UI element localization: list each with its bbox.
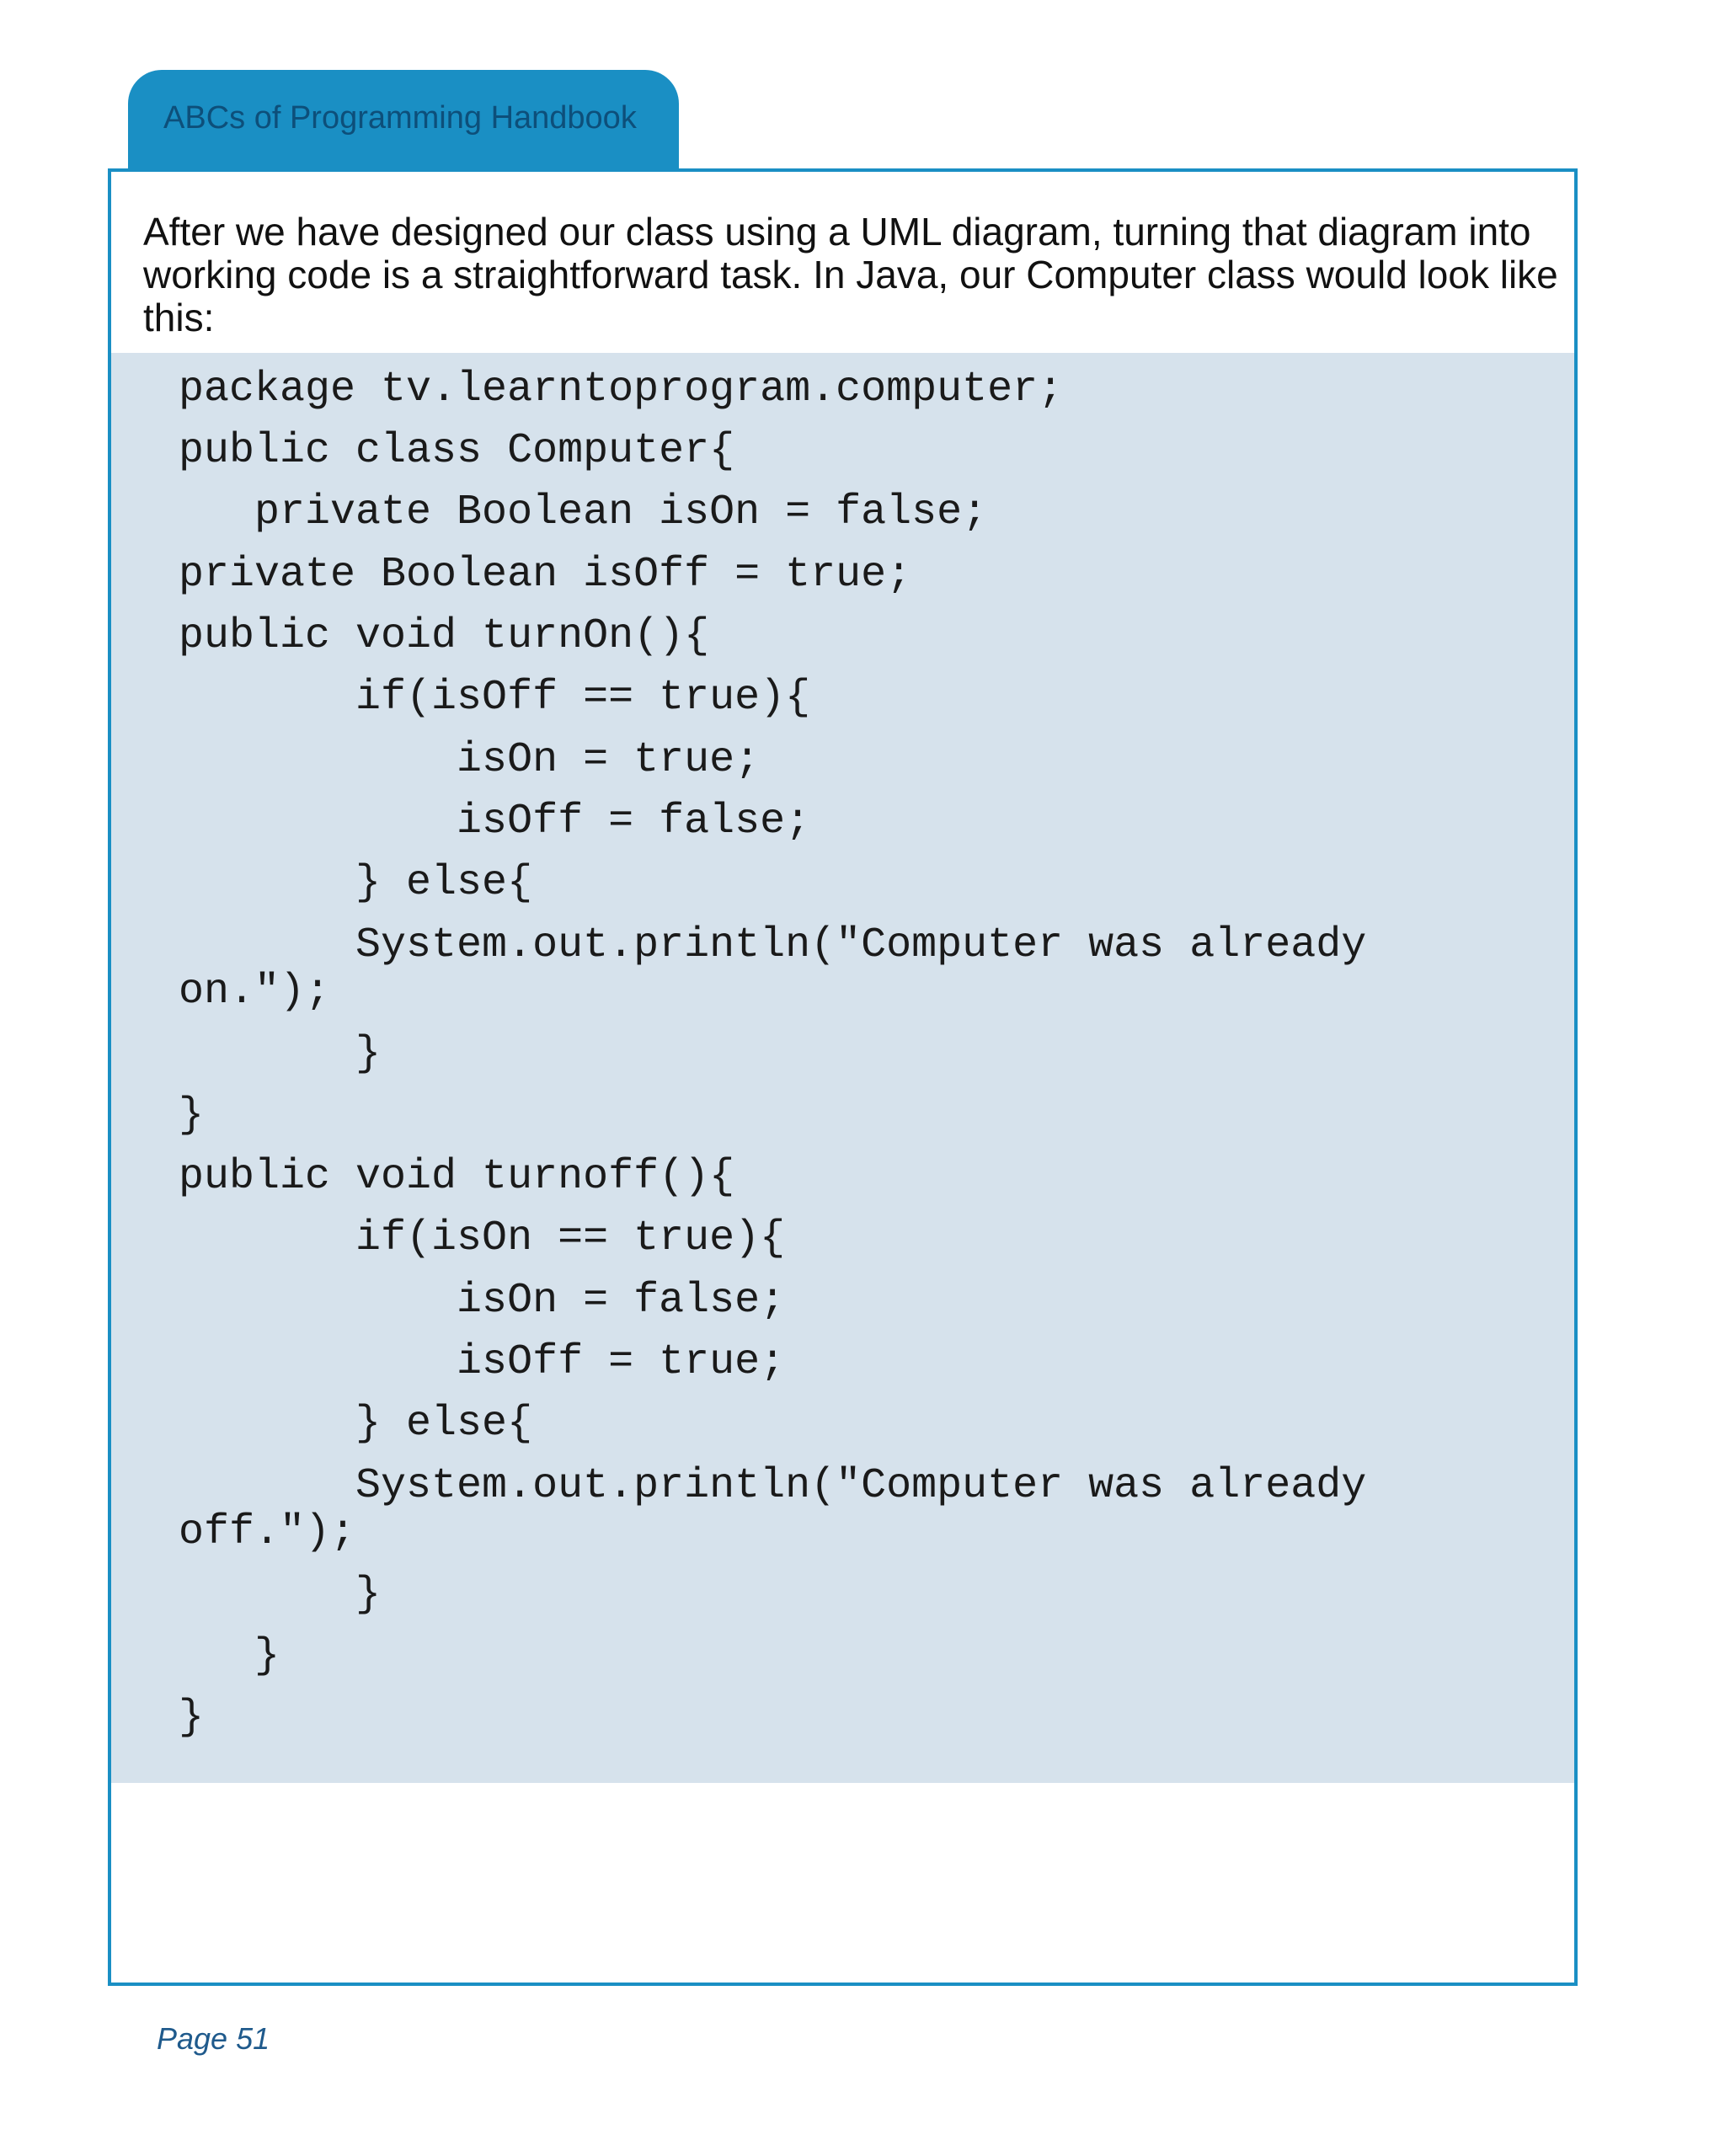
code-line: private Boolean isOff = true; (179, 551, 912, 599)
code-line: isOn = true; (179, 736, 761, 784)
intro-paragraph: After we have designed our class using a UML diagram, turning that diagram into working code is a straightforward task. In Java, our Computer class would look like this: (143, 210, 1558, 339)
code-line: } (179, 1030, 382, 1078)
code-line: } (179, 1091, 205, 1139)
code-line: isOff = true; (179, 1338, 786, 1386)
code-line: isOff = false; (179, 798, 811, 846)
code-line: System.out.println("Computer was already (179, 921, 1367, 969)
code-line: public void turnoff(){ (179, 1153, 735, 1201)
code-line: } (179, 1571, 382, 1619)
code-line: public class Computer{ (179, 427, 735, 475)
header-title: ABCs of Programming Handbook (163, 100, 637, 136)
code-block (111, 353, 1574, 1783)
code-line: } else{ (179, 1400, 533, 1448)
code-line: if(isOff == true){ (179, 674, 811, 722)
code-line: public void turnOn(){ (179, 612, 710, 660)
header-tab (128, 70, 679, 169)
code-line: } (179, 1632, 280, 1680)
code-line: off."); (179, 1508, 356, 1556)
code-line: } (179, 1694, 205, 1742)
code-line: System.out.println("Computer was already (179, 1462, 1367, 1510)
code-line: } else{ (179, 859, 533, 907)
page-number: Page 51 (157, 2021, 270, 2056)
code-line: if(isOn == true){ (179, 1214, 786, 1262)
code-line: on."); (179, 968, 331, 1016)
content-frame (108, 168, 1578, 1986)
code-line: private Boolean isOn = false; (179, 488, 988, 536)
code-line: isOn = false; (179, 1277, 786, 1325)
code-line: package tv.learntoprogram.computer; (179, 366, 1064, 414)
